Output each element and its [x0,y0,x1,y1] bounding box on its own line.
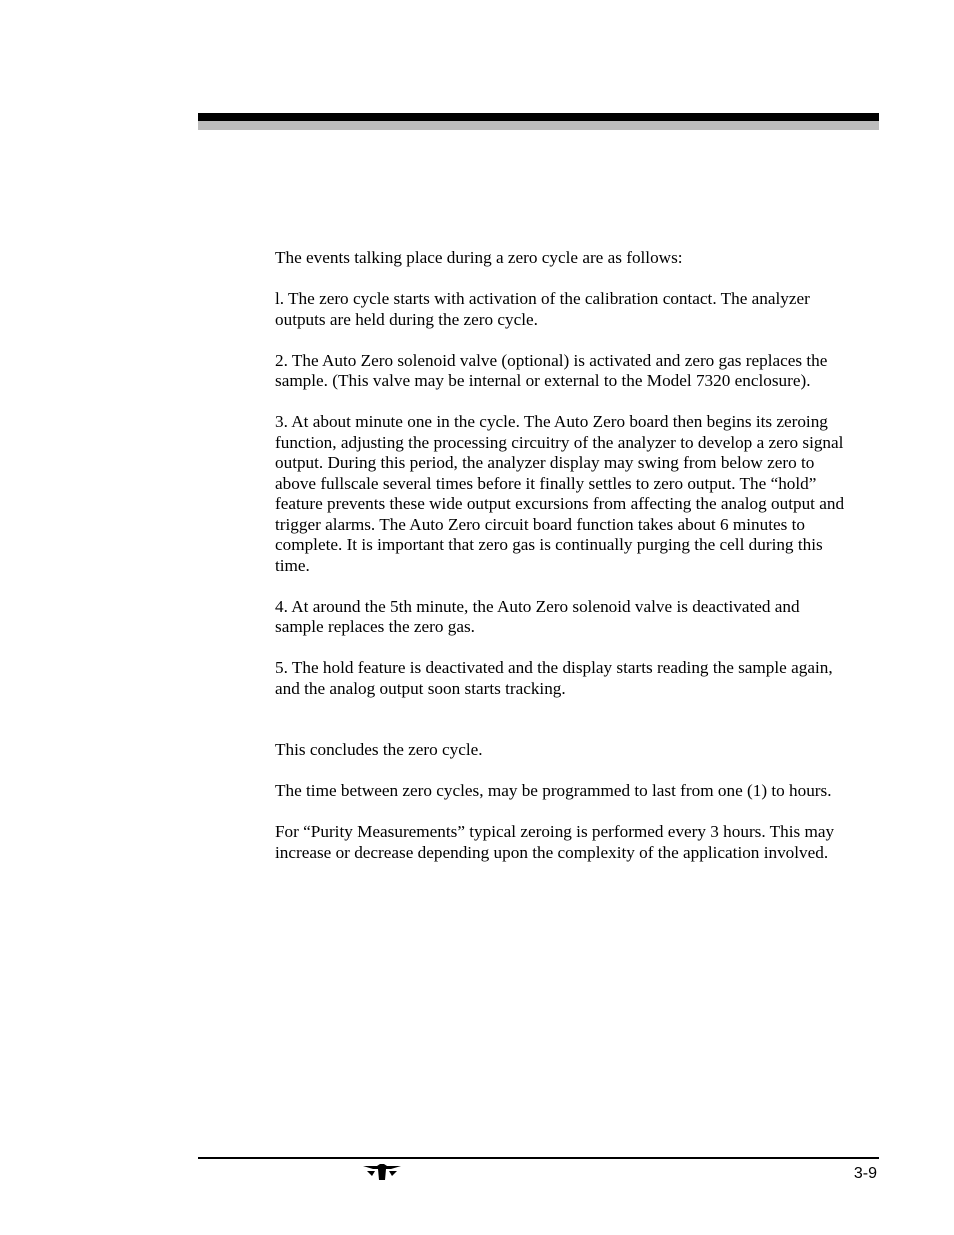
step-3-paragraph: 3. At about minute one in the cycle. The Auto Zero board then begins its zeroing function, adjusting the processing circuitry of the analyzer to develop a zero signal output. During this period, the analyzer display may swing from below zero to above fullscale several times before it finally settles to zero output. The “hold” feature prevents these wide output excursions from affecting the analog output and trigger alarms. The Auto Zero circuit board function takes about 6 minutes to complete. It is important that zero gas is continually purging the cell during this time. [275,412,845,575]
conclusion-paragraph: This concludes the zero cycle. [275,740,483,759]
footer-rule [198,1157,879,1159]
intro-paragraph: The events talking place during a zero cycle are as follows: [275,248,683,267]
step-2-paragraph: 2. The Auto Zero solenoid valve (optional) is activated and zero gas replaces the sample. (This valve may be internal or external to the Model 7320 enclosure). [275,350,828,390]
step-1-paragraph: l. The zero cycle starts with activation of the calibration contact. The analyzer outputs are held during the zero cycle. [275,289,810,329]
body-text [275,248,847,884]
purity-paragraph: For “Purity Measurements” typical zeroing is performed every 3 hours. This may increase or decrease depending upon the complexity of the application involved. [275,822,835,862]
step-5-paragraph: 5. The hold feature is deactivated and the display starts reading the sample again, and the analog output soon starts tracking. [275,658,833,698]
header-rule-shadow [198,121,879,130]
step-4-paragraph: 4. At around the 5th minute, the Auto Zero solenoid valve is deactivated and sample replaces the zero gas. [275,596,800,636]
page-number: 3-9 [853,1165,877,1182]
teledyne-logo-icon [363,1163,401,1181]
header-rule [198,113,879,121]
interval-paragraph: The time between zero cycles, may be programmed to last from one (1) to hours. [275,781,832,800]
